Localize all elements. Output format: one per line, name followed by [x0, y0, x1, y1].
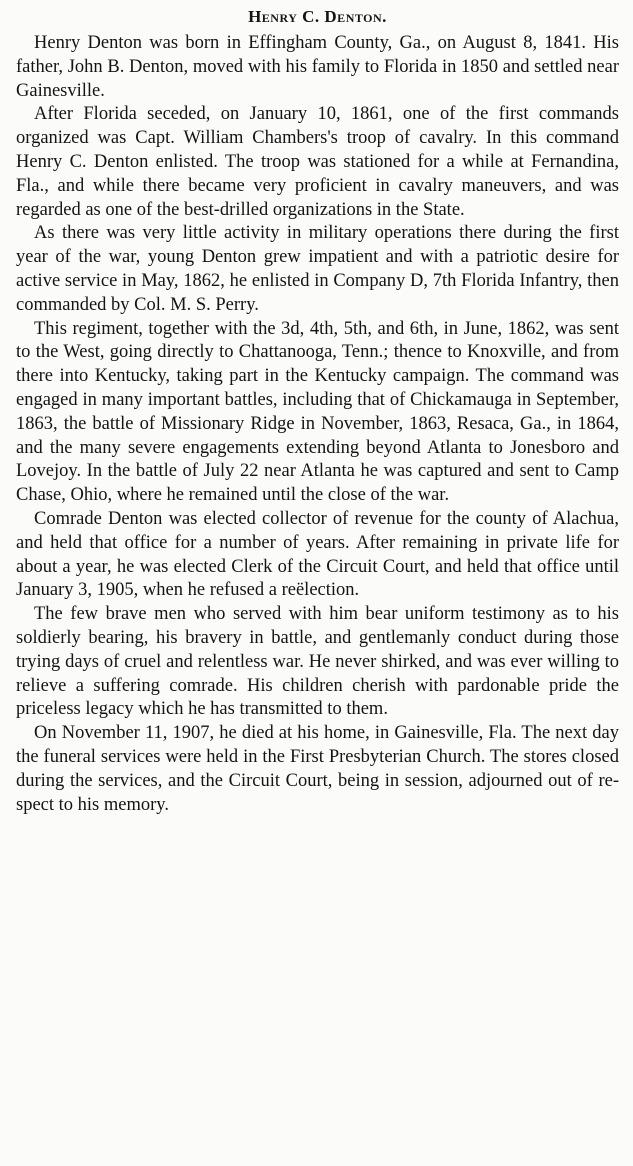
paragraph-birth: Henry Denton was born in Effingham County, Ga., on August 8, 1841. His father, John B. Denton, moved with his family to Florida in 1850 and settled near Gainesville. [16, 33, 619, 101]
document-title: Henry C. Denton. [248, 7, 387, 26]
paragraph-infantry: As there was very little activity in military operations there during the first year of the war, young Denton grew impatient and with a patriotic desire for active service in May, 1862, he enlisted in Company D, 7th Florida Infantry, then commanded by Col. M. S. Perry. [16, 223, 619, 315]
paragraph-character: The few brave men who served with him bear uniform testimony as to his soldierly bearing, his bravery in battle, and gentlemanly conduct during those trying days of cruel and relentless war. He never shirked, and was ever willing to relieve a suffering comrade. His children cherish with pardonable pride the priceless legacy which he has transmitted to them. [16, 604, 619, 720]
paragraph-enlistment: After Florida seceded, on January 10, 1861, one of the first commands organized was Capt. William Chambers's troop of cavalry. In this command Henry C. Denton enlisted. The troop was stationed for a while at Fernandina, Fla., and while there became very proficient in cavalry maneuvers, and was regarded as one of the best-drilled organizations in the State. [16, 104, 619, 220]
paragraph-civil-office: Comrade Denton was elected collector of revenue for the county of Alachua, and held that office for a number of years. After remaining in private life for about a year, he was elected Clerk of the Circuit Court, and held that office until January 3, 1905, when he refused a reëlection. [16, 508, 619, 601]
paragraph-death: On November 11, 1907, he died at his home, in Gainesville, Fla. The next day the funeral services were held in the First Presbyterian Church. The stores closed during the services, and the Circuit Court, being in session, adjourned out of respect to his memory. [16, 723, 619, 815]
paragraph-campaigns: This regiment, together with the 3d, 4th, 5th, and 6th, in June, 1862, was sent to the West, going directly to Chattanooga, Tenn.; thence to Knoxville, and from there into Kentucky, taking part in the Kentucky campaign. The command was engaged in many important battles, including that of Chickamauga in September, 1863, the battle of Missionary Ridge in November, 1863, Resaca, Ga., in 1864, and the many severe engagements extending beyond Atlanta to Jonesboro and Lovejoy. In the battle of July 22 near Atlanta he was captured and sent to Camp Chase, Ohio, where he remained until the close of the war. [16, 318, 619, 506]
